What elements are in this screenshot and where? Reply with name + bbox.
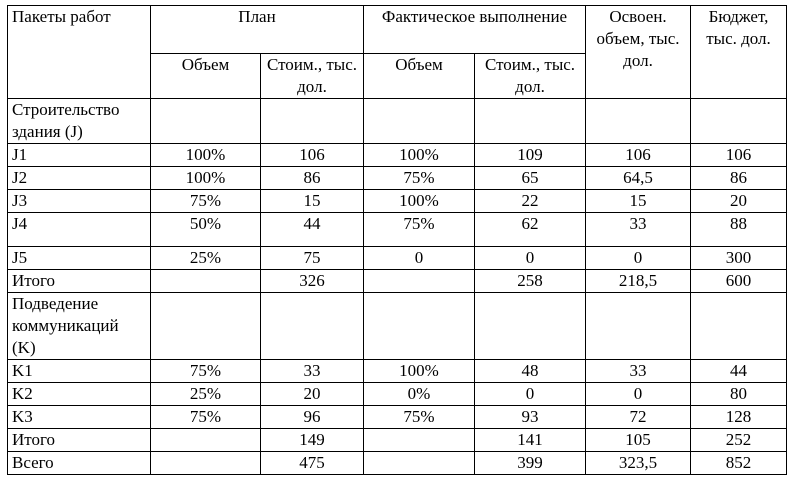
- plan-volume-cell: 75%: [151, 360, 261, 383]
- budget-cell: 300: [691, 247, 787, 270]
- budget-cell: 106: [691, 144, 787, 167]
- table-row: [8, 247, 787, 270]
- plan-cost-cell: 475: [261, 452, 364, 475]
- earned-cell: 0: [586, 247, 691, 270]
- plan-volume-cell: 75%: [151, 190, 261, 213]
- header-plan-cost: Стоим., тыс. дол.: [261, 54, 364, 99]
- earned-cell: 323,5: [586, 452, 691, 475]
- subtotal-row: [8, 270, 787, 293]
- budget-cell: 852: [691, 452, 787, 475]
- plan-volume-cell: 100%: [151, 144, 261, 167]
- row-name: K3: [8, 406, 151, 429]
- row-name: J4: [8, 213, 151, 247]
- actual-volume-cell: 75%: [364, 213, 475, 247]
- plan-volume-cell: 50%: [151, 213, 261, 247]
- actual-volume-cell: 100%: [364, 144, 475, 167]
- row-name: K1: [8, 360, 151, 383]
- budget-cell: 20: [691, 190, 787, 213]
- section-j-title: Строительство здания (J): [8, 99, 151, 144]
- earned-cell: 33: [586, 360, 691, 383]
- earned-cell: 33: [586, 213, 691, 247]
- table-row: [8, 383, 787, 406]
- header-actual: Фактическое выполнение: [364, 6, 586, 54]
- grand-total-label: Всего: [8, 452, 151, 475]
- work-packages-table: [7, 5, 787, 475]
- actual-cost-cell: 0: [475, 383, 586, 406]
- budget-cell: 128: [691, 406, 787, 429]
- earned-cell: 15: [586, 190, 691, 213]
- plan-volume-cell: 75%: [151, 406, 261, 429]
- budget-cell: 86: [691, 167, 787, 190]
- earned-cell: 218,5: [586, 270, 691, 293]
- budget-cell: 88: [691, 213, 787, 247]
- table-row: [8, 406, 787, 429]
- actual-cost-cell: 93: [475, 406, 586, 429]
- actual-cost-cell: 258: [475, 270, 586, 293]
- earned-cell: 0: [586, 383, 691, 406]
- table-row: [8, 190, 787, 213]
- earned-cell: 105: [586, 429, 691, 452]
- budget-cell: 44: [691, 360, 787, 383]
- header-row-1: [8, 6, 787, 54]
- header-plan-volume: Объем: [151, 54, 261, 99]
- header-work-packages: Пакеты работ: [8, 6, 151, 99]
- earned-cell: 106: [586, 144, 691, 167]
- subtotal-label: Итого: [8, 429, 151, 452]
- budget-cell: 80: [691, 383, 787, 406]
- section-title-row: [8, 99, 787, 144]
- plan-cost-cell: 106: [261, 144, 364, 167]
- table-row: [8, 213, 787, 247]
- header-earned: Освоен. объем, тыс. дол.: [586, 6, 691, 99]
- actual-cost-cell: 65: [475, 167, 586, 190]
- header-budget: Бюджет, тыс. дол.: [691, 6, 787, 99]
- budget-cell: 600: [691, 270, 787, 293]
- actual-cost-cell: 48: [475, 360, 586, 383]
- plan-cost-cell: 20: [261, 383, 364, 406]
- plan-cost-cell: 15: [261, 190, 364, 213]
- actual-cost-cell: 109: [475, 144, 586, 167]
- plan-cost-cell: 86: [261, 167, 364, 190]
- plan-volume-cell: 25%: [151, 383, 261, 406]
- row-name: K2: [8, 383, 151, 406]
- plan-cost-cell: 96: [261, 406, 364, 429]
- row-name: J5: [8, 247, 151, 270]
- actual-volume-cell: 0%: [364, 383, 475, 406]
- budget-cell: 252: [691, 429, 787, 452]
- subtotal-label: Итого: [8, 270, 151, 293]
- actual-volume-cell: 75%: [364, 406, 475, 429]
- grand-total-row: [8, 452, 787, 475]
- row-name: J1: [8, 144, 151, 167]
- actual-volume-cell: 100%: [364, 360, 475, 383]
- header-actual-volume: Объем: [364, 54, 475, 99]
- actual-volume-cell: 100%: [364, 190, 475, 213]
- actual-volume-cell: 75%: [364, 167, 475, 190]
- actual-cost-cell: 22: [475, 190, 586, 213]
- table-row: [8, 167, 787, 190]
- table-row: [8, 360, 787, 383]
- plan-cost-cell: 149: [261, 429, 364, 452]
- plan-volume-cell: 25%: [151, 247, 261, 270]
- earned-cell: 64,5: [586, 167, 691, 190]
- earned-cell: 72: [586, 406, 691, 429]
- plan-volume-cell: 100%: [151, 167, 261, 190]
- plan-cost-cell: 75: [261, 247, 364, 270]
- actual-volume-cell: 0: [364, 247, 475, 270]
- header-actual-cost: Стоим., тыс. дол.: [475, 54, 586, 99]
- row-name: J3: [8, 190, 151, 213]
- plan-cost-cell: 44: [261, 213, 364, 247]
- actual-cost-cell: 62: [475, 213, 586, 247]
- row-name: J2: [8, 167, 151, 190]
- subtotal-row: [8, 429, 787, 452]
- plan-cost-cell: 326: [261, 270, 364, 293]
- plan-cost-cell: 33: [261, 360, 364, 383]
- actual-cost-cell: 399: [475, 452, 586, 475]
- actual-cost-cell: 0: [475, 247, 586, 270]
- table-row: [8, 144, 787, 167]
- actual-cost-cell: 141: [475, 429, 586, 452]
- section-title-row: [8, 293, 787, 360]
- header-plan: План: [151, 6, 364, 54]
- section-k-title: Подведение коммуникаций (K): [8, 293, 151, 360]
